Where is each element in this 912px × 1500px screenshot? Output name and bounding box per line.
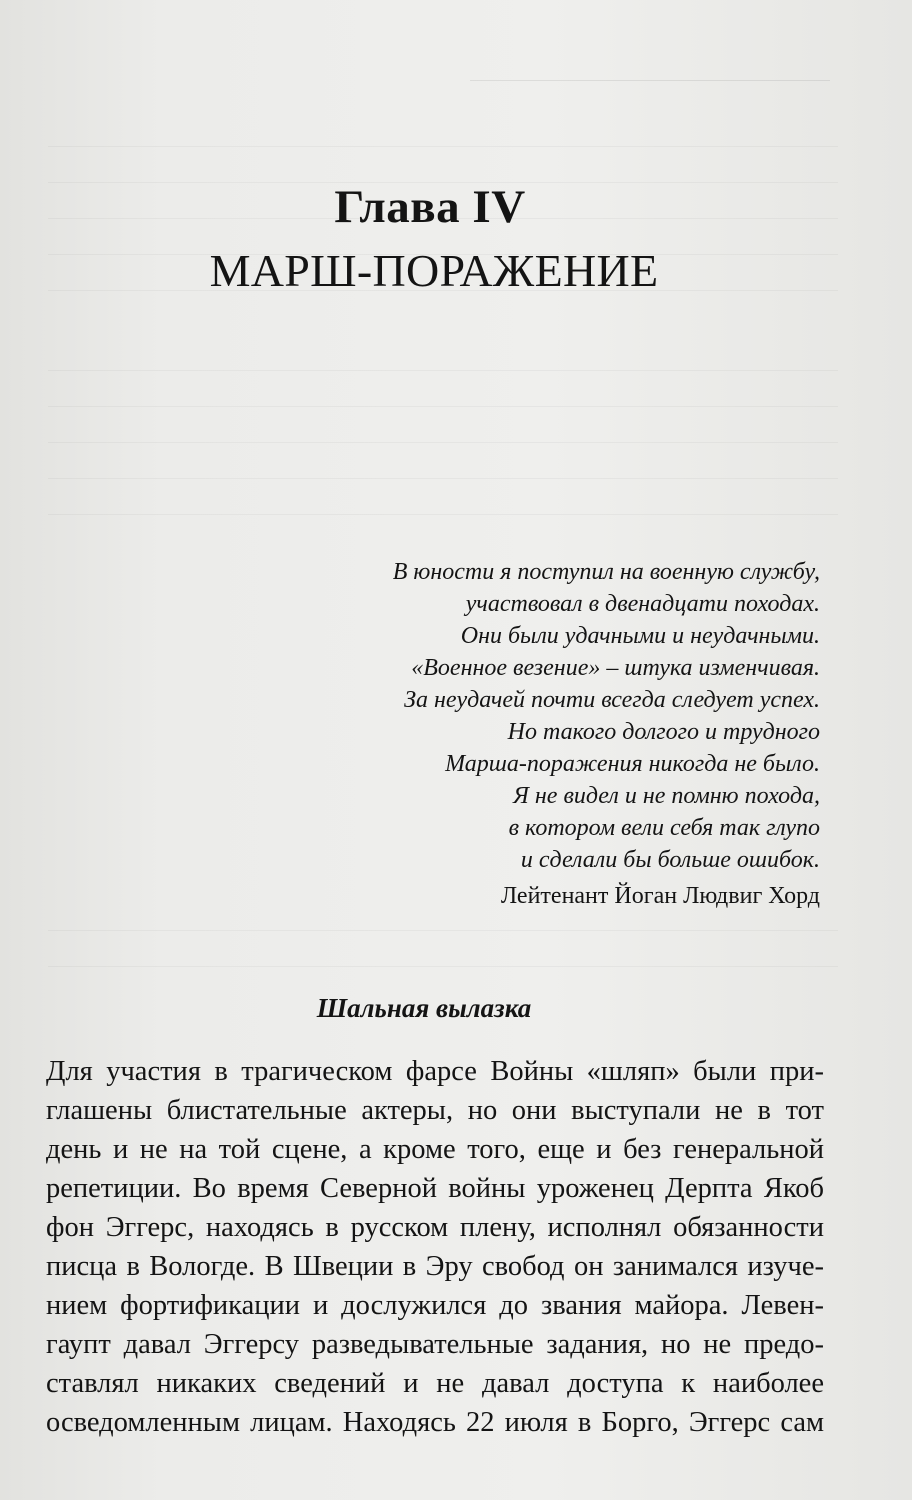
bleed-through-running-head [470,80,830,81]
epigraph-line: «Военное везение» – штука изменчивая. [411,655,820,681]
chapter-number: Глава IV [334,181,526,233]
epigraph-line: За неудачей почти всегда следует успех. [404,687,820,713]
epigraph-line: в котором вели себя так глупо [508,815,820,841]
body-line: осведомленным лицам. Находясь 22 июля в Борго, Эггерс сам [46,1407,824,1438]
epigraph-line: участвовал в двенадцати походах. [465,591,820,617]
body-line: день и не на той сцене, а кроме того, еще и без генеральной [46,1134,824,1165]
epigraph [220,556,820,876]
epigraph-line: Но такого долгого и трудного [507,719,820,745]
body-paragraph [46,1052,824,1442]
bleed-through-line [48,514,838,525]
bleed-through-line [48,406,838,417]
bleed-through-line [48,370,838,381]
body-line: фон Эггерс, находясь в русском плену, исполнял обязанности [46,1212,824,1243]
epigraph-line: В юности я поступил на военную службу, [392,559,820,585]
bleed-through-line [48,442,838,453]
body-line: ставлял никаких сведений и не давал доступа к наиболее [46,1368,824,1399]
body-line: Для участия в трагическом фарсе Войны «шляп» были при- [46,1056,824,1087]
epigraph-line: Марша-поражения никогда не было. [445,751,820,777]
epigraph-line: Я не видел и не помню похода, [513,783,820,809]
body-line: гаупт давал Эггерсу разведывательные задания, но не предо- [46,1329,824,1360]
chapter-title: МАРШ-ПОРАЖЕНИЕ [209,245,659,296]
epigraph-line: и сделали бы больше ошибок. [520,847,820,873]
bleed-through-line [48,966,838,977]
body-line: писца в Вологде. В Швеции в Эру свобод он занимался изуче- [46,1251,824,1282]
body-line: глашены блистательные актеры, но они выступали не в тот [46,1095,824,1126]
bleed-through-line [48,930,838,941]
epigraph-line: Они были удачными и неудачными. [460,623,820,649]
bleed-through-line [48,146,838,157]
body-line: нием фортификации и дослужился до звания майора. Левен- [46,1290,824,1321]
section-heading: Шальная вылазка [316,993,532,1023]
epigraph-author: Лейтенант Йоган Людвиг Хорд [500,883,820,909]
body-line: репетиции. Во время Северной войны уроженец Дерпта Якоб [46,1173,824,1204]
bleed-through-line [48,478,838,489]
